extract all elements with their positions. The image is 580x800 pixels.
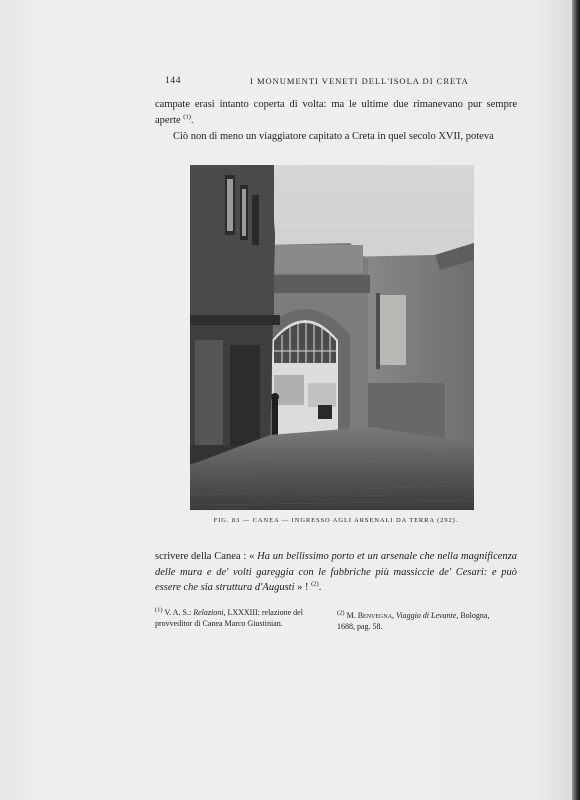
footnote-2-mark: (2): [337, 609, 345, 617]
page-edge-shadow: [572, 0, 580, 800]
footnote-1-mark: (1): [155, 606, 163, 614]
paragraph-1-text: campate erasi intanto coperta di volta: ma le ultime due rimanevano pur sempre aperte: [155, 99, 517, 126]
footnote-1-rest: LXXXIII: relazione del provveditor di Canea Marco Giustinian.: [155, 608, 303, 628]
footnote-2-author: M. Benvegna,: [346, 611, 395, 620]
footnote-ref-2[interactable]: (2): [311, 580, 319, 588]
footnote-1-prefix: V. A. S.:: [164, 608, 192, 617]
footnote-2-title: Viaggio di Levante,: [396, 611, 459, 620]
figure-photo: [190, 165, 474, 510]
running-title: I MONUMENTI VENETI DELL'ISOLA DI CRETA: [250, 76, 469, 86]
figure-caption: FIG. 83 — CANEA — INGRESSO AGLI ARSENALI DA TERRA (292).: [213, 517, 459, 524]
paragraph-2: [155, 129, 517, 145]
footnote-ref-1[interactable]: (1): [183, 113, 191, 121]
footnote-1-title: Relazioni,: [193, 608, 226, 617]
footnote-2: [337, 610, 507, 632]
footnote-1: [155, 607, 325, 629]
footnote-2-rest: Bologna, 1688, pag. 58.: [337, 611, 490, 631]
paragraph-3: [155, 549, 517, 596]
page-number: 144: [165, 76, 182, 86]
paragraph-2-text: Ciò non di meno un viaggiatore capitato a Creta in quel secolo XVII, poteva: [173, 131, 494, 142]
paragraph-1: [155, 97, 517, 129]
paragraph-3-tail: » !: [297, 582, 309, 593]
paragraph-3-quote: Ha un bellissimo porto et un arsenale che nella magnificenza delle mura e de' volti gareggia con le fabbriche più massiccie de' Cesari: e può essere che sia struttura d'Augusti: [155, 551, 518, 593]
paragraph-3-lead: scrivere della Canea : «: [155, 551, 255, 562]
paragraph-3-end: .: [318, 582, 322, 593]
paragraph-1-end: .: [190, 115, 194, 126]
